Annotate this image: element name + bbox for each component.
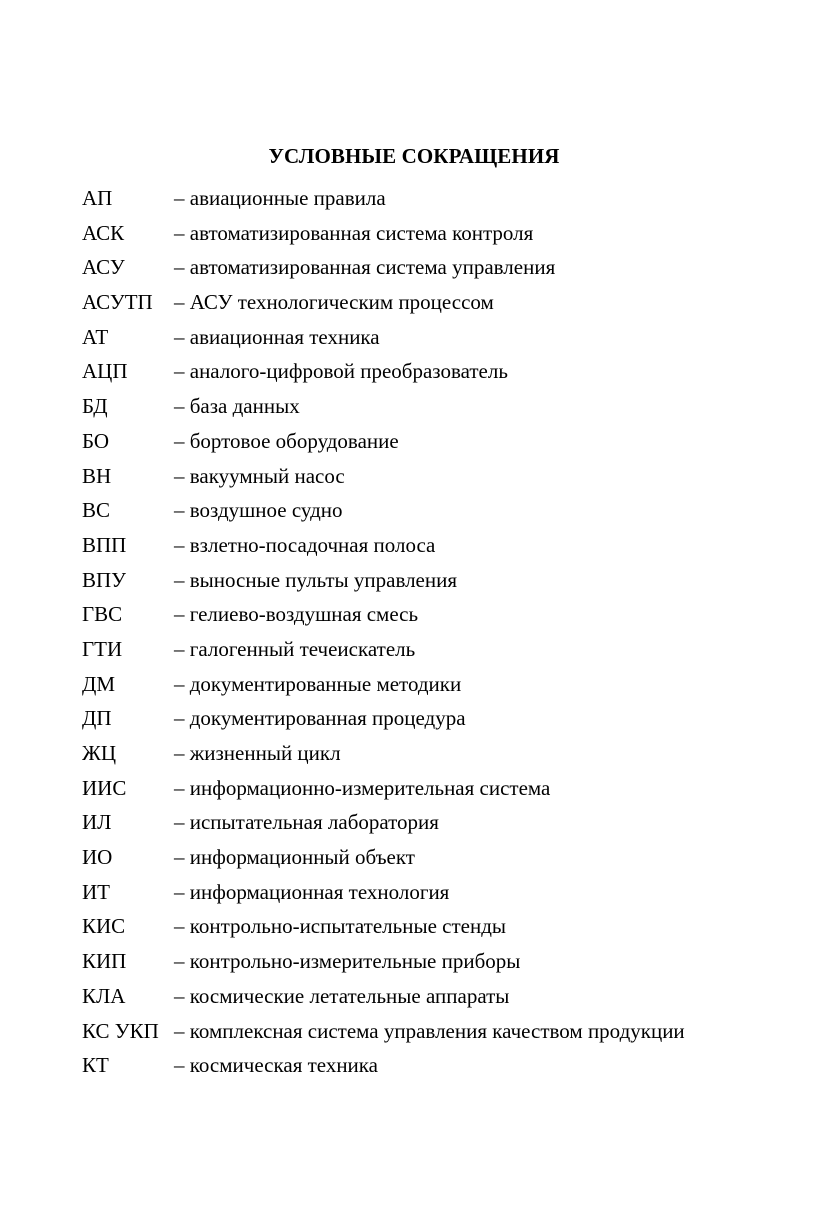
definition: – база данных <box>174 394 300 419</box>
abbreviation-entry <box>82 599 782 634</box>
abbreviation: ИТ <box>82 879 110 904</box>
abbreviation: ВПП <box>82 532 127 557</box>
abbreviation: ЖЦ <box>82 741 116 765</box>
definition: – контрольно-измерительные приборы <box>174 949 521 974</box>
abbreviation-list <box>82 183 782 1085</box>
definition: – АСУ технологическим процессом <box>174 290 494 315</box>
abbreviation: ДМ <box>82 671 115 696</box>
abbreviation: ВС <box>82 498 111 523</box>
abbreviation: ВН <box>82 463 112 488</box>
definition: – космические летательные аппараты <box>174 983 510 1008</box>
abbreviation: ИЛ <box>82 810 112 835</box>
abbreviation-entry <box>82 1050 782 1085</box>
definition: – документированная процедура <box>174 706 466 731</box>
definition: – автоматизированная система управления <box>174 255 556 280</box>
abbreviation-entry <box>82 287 782 322</box>
abbreviation: КИП <box>82 949 127 974</box>
abbreviation-entry <box>82 391 782 426</box>
page-title: УСЛОВНЫЕ СОКРАЩЕНИЯ <box>268 144 560 168</box>
abbreviation: БД <box>82 394 108 419</box>
definition: – испытательная лаборатория <box>174 810 439 835</box>
definition: – информационный объект <box>174 845 415 870</box>
abbreviation-entry <box>82 981 782 1016</box>
abbreviation-entry <box>82 183 782 218</box>
abbreviation-entry <box>82 218 782 253</box>
definition: – галогенный течеискатель <box>174 636 416 661</box>
definition: – выносные пульты управления <box>174 567 458 592</box>
abbreviation: КС УКП <box>82 1018 159 1043</box>
abbreviation-entry <box>82 773 782 808</box>
abbreviation: БО <box>82 428 110 453</box>
definition: – воздушное судно <box>174 498 343 523</box>
definition: – информационно-измерительная система <box>174 775 551 800</box>
definition: – гелиево-воздушная смесь <box>174 602 419 627</box>
abbreviation: ВПУ <box>82 567 127 592</box>
abbreviation-entry <box>82 322 782 357</box>
abbreviation-entry <box>82 461 782 496</box>
definition: – авиационная техника <box>174 324 380 349</box>
abbreviation-entry <box>82 530 782 565</box>
abbreviation: АСК <box>82 220 125 245</box>
abbreviation-entry <box>82 842 782 877</box>
abbreviation-entry <box>82 495 782 530</box>
abbreviation: ГВС <box>82 602 123 627</box>
abbreviation: ИО <box>82 845 113 870</box>
definition: – аналого-цифровой преобразователь <box>174 359 508 384</box>
definition: – бортовое оборудование <box>174 428 399 453</box>
definition: – информационная технология <box>174 879 450 904</box>
abbreviation-entry <box>82 877 782 912</box>
abbreviation-entry <box>82 426 782 461</box>
abbreviation: КИС <box>82 914 126 939</box>
abbreviation: ИИС <box>82 775 127 800</box>
definition: – авиационные правила <box>174 186 386 210</box>
abbreviation-entry <box>82 703 782 738</box>
abbreviation-entry <box>82 669 782 704</box>
abbreviation-entry <box>82 634 782 669</box>
abbreviation: АСУ <box>82 255 125 280</box>
abbreviation-entry <box>82 356 782 391</box>
definition: – космическая техника <box>174 1053 379 1078</box>
abbreviation-entry <box>82 738 782 773</box>
abbreviation: АТ <box>82 324 109 349</box>
definition: – жизненный цикл <box>174 741 341 765</box>
definition: – вакуумный насос <box>174 463 345 488</box>
abbreviation: КЛА <box>82 983 126 1008</box>
abbreviation: ДП <box>82 706 112 731</box>
abbreviation-entry <box>82 1016 782 1051</box>
abbreviation: АСУТП <box>82 290 153 315</box>
abbreviation-entry <box>82 807 782 842</box>
abbreviation-entry <box>82 911 782 946</box>
definition: – документированные методики <box>174 671 462 696</box>
definition: – автоматизированная система контроля <box>174 220 534 245</box>
abbreviation-entry <box>82 252 782 287</box>
abbreviation: КТ <box>82 1053 109 1078</box>
abbreviation: АЦП <box>82 359 128 384</box>
abbreviation: АП <box>82 186 113 210</box>
abbreviation-entry <box>82 565 782 600</box>
abbreviation: ГТИ <box>82 636 123 661</box>
abbreviation-entry <box>82 946 782 981</box>
definition: – комплексная система управления качеством продукции <box>174 1018 685 1043</box>
definition: – взлетно-посадочная полоса <box>174 532 436 557</box>
definition: – контрольно-испытательные стенды <box>174 914 507 939</box>
